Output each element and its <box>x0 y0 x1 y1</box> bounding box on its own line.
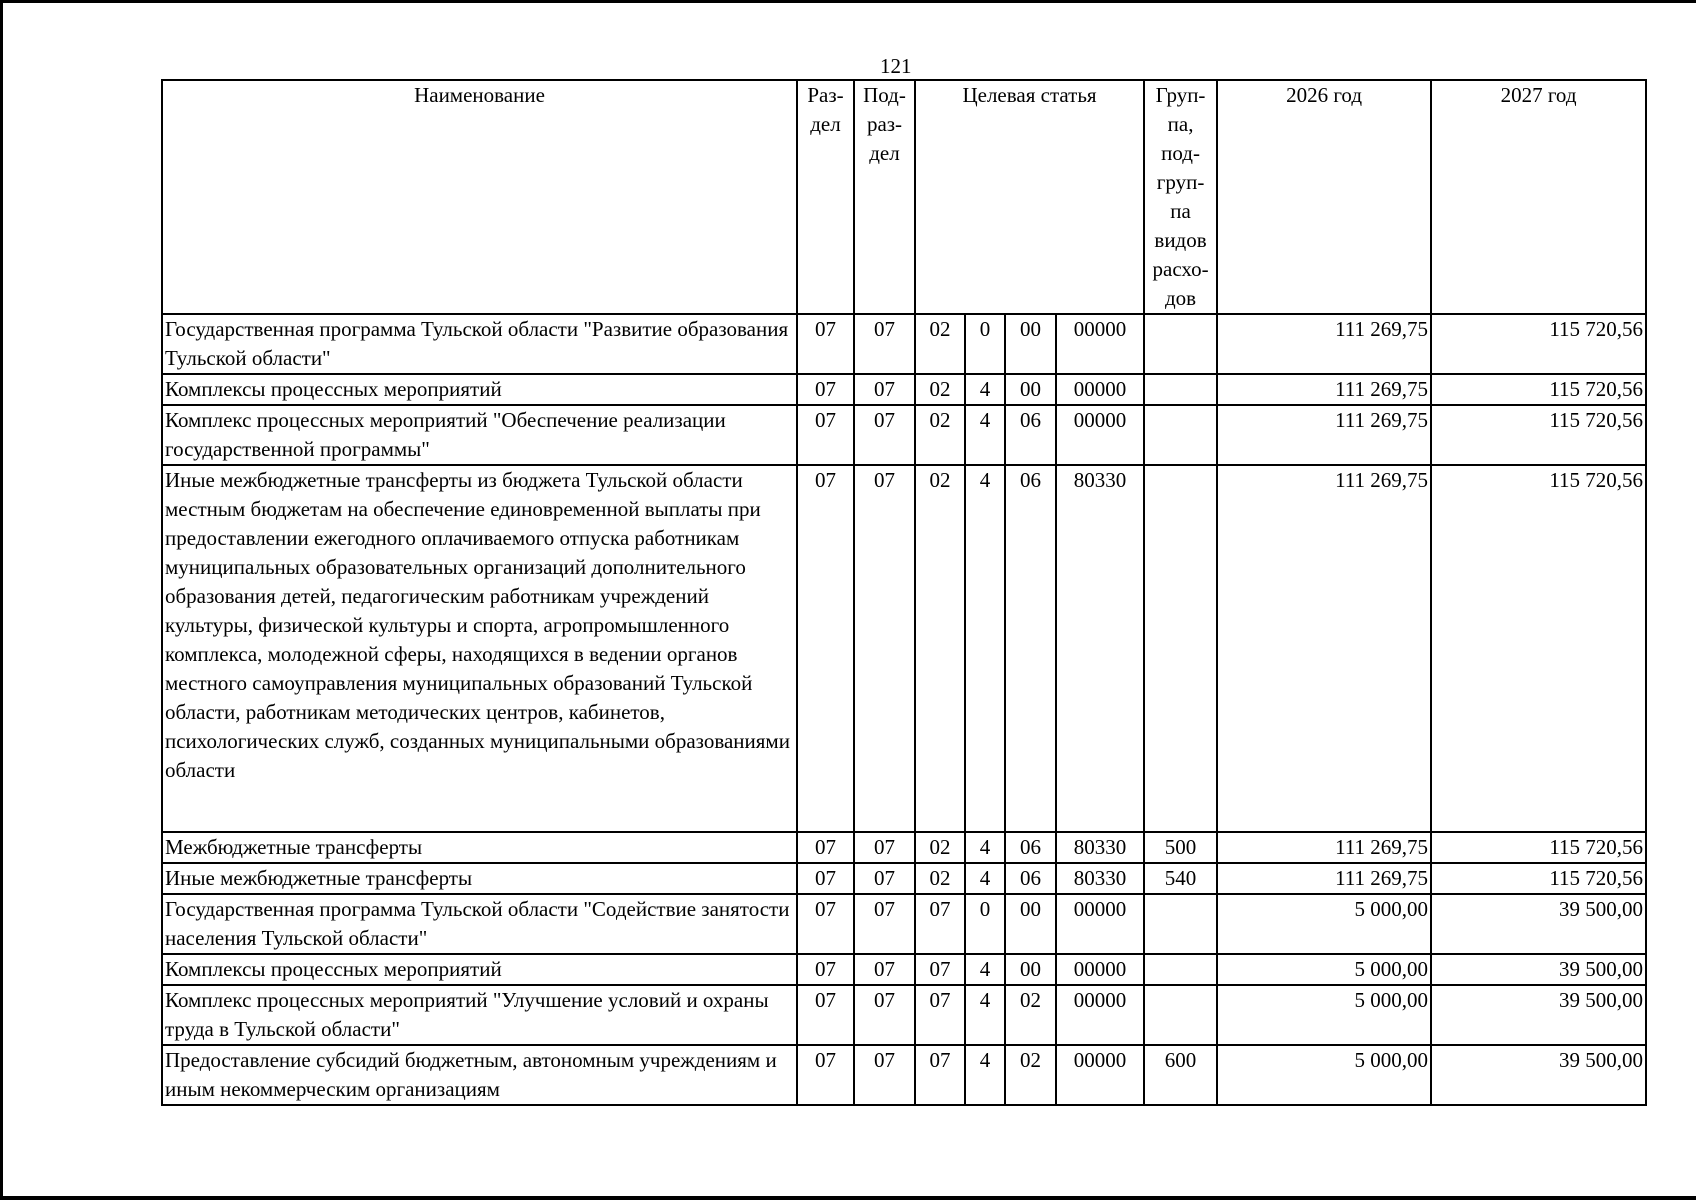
row-target-type: 4 <box>965 832 1005 863</box>
row-name: Комплексы процессных мероприятий <box>162 954 797 985</box>
table-row <box>162 832 1646 863</box>
scan-border-left <box>0 0 3 1200</box>
row-target-program: 07 <box>915 954 965 985</box>
row-subsection: 07 <box>854 832 915 863</box>
row-target-type: 0 <box>965 314 1005 374</box>
header-year-2026-label: 2026 год <box>1286 83 1362 107</box>
row-target-element: 00 <box>1005 314 1056 374</box>
row-target-program: 07 <box>915 1045 965 1105</box>
header-year-2027 <box>1431 80 1646 314</box>
row-section: 07 <box>797 985 854 1045</box>
row-target-direction: 00000 <box>1056 954 1144 985</box>
header-section <box>797 80 854 314</box>
row-amount-2026: 5 000,00 <box>1217 985 1431 1045</box>
row-subsection: 07 <box>854 894 915 954</box>
row-group <box>1144 954 1217 985</box>
row-group <box>1144 314 1217 374</box>
header-year-2027-label: 2027 год <box>1500 83 1577 107</box>
row-target-type: 4 <box>965 954 1005 985</box>
row-subsection: 07 <box>854 314 915 374</box>
row-amount-2026: 111 269,75 <box>1217 405 1431 465</box>
row-amount-2026: 111 269,75 <box>1217 465 1431 832</box>
row-name: Предоставление субсидий бюджетным, автономным учреждениям и иным некоммерческим организациям <box>162 1045 797 1105</box>
row-target-type: 4 <box>965 1045 1005 1105</box>
row-section: 07 <box>797 1045 854 1105</box>
row-amount-2027: 39 500,00 <box>1431 954 1646 985</box>
row-group: 540 <box>1144 863 1217 894</box>
row-name: Иные межбюджетные трансферты <box>162 863 797 894</box>
row-section: 07 <box>797 374 854 405</box>
row-target-direction: 00000 <box>1056 894 1144 954</box>
table-row <box>162 374 1646 405</box>
row-target-direction: 80330 <box>1056 863 1144 894</box>
row-section: 07 <box>797 465 854 832</box>
row-amount-2026: 5 000,00 <box>1217 894 1431 954</box>
row-amount-2027: 115 720,56 <box>1431 832 1646 863</box>
row-amount-2026: 111 269,75 <box>1217 374 1431 405</box>
row-amount-2026: 5 000,00 <box>1217 954 1431 985</box>
row-amount-2026: 111 269,75 <box>1217 863 1431 894</box>
row-amount-2027: 39 500,00 <box>1431 1045 1646 1105</box>
row-target-element: 00 <box>1005 954 1056 985</box>
row-target-type: 4 <box>965 985 1005 1045</box>
row-target-element: 06 <box>1005 832 1056 863</box>
scan-border-top <box>0 0 1696 3</box>
row-target-type: 4 <box>965 465 1005 832</box>
header-subsection-label: Под- раз- дел <box>863 83 906 165</box>
row-section: 07 <box>797 405 854 465</box>
row-target-element: 00 <box>1005 894 1056 954</box>
row-target-program: 02 <box>915 405 965 465</box>
table-row <box>162 894 1646 954</box>
row-amount-2026: 111 269,75 <box>1217 314 1431 374</box>
row-section: 07 <box>797 832 854 863</box>
row-amount-2026: 111 269,75 <box>1217 832 1431 863</box>
row-target-program: 07 <box>915 985 965 1045</box>
row-subsection: 07 <box>854 985 915 1045</box>
header-target-article-label: Целевая статья <box>962 83 1097 107</box>
row-amount-2027: 115 720,56 <box>1431 374 1646 405</box>
row-target-direction: 00000 <box>1056 1045 1144 1105</box>
table-row <box>162 954 1646 985</box>
table-row <box>162 1045 1646 1105</box>
row-name: Комплекс процессных мероприятий "Обеспечение реализации государственной программы" <box>162 405 797 465</box>
row-target-element: 00 <box>1005 374 1056 405</box>
table-row <box>162 465 1646 832</box>
header-section-label: Раз- дел <box>807 83 844 136</box>
row-group: 500 <box>1144 832 1217 863</box>
row-amount-2026: 5 000,00 <box>1217 1045 1431 1105</box>
row-amount-2027: 115 720,56 <box>1431 405 1646 465</box>
row-target-type: 0 <box>965 894 1005 954</box>
row-target-program: 02 <box>915 465 965 832</box>
budget-table <box>161 79 1647 1106</box>
row-target-element: 06 <box>1005 465 1056 832</box>
row-group <box>1144 985 1217 1045</box>
row-name: Иные межбюджетные трансферты из бюджета Тульской области местным бюджетам на обеспечение единовременной выплаты при предоставлении ежегодного оплачиваемого отпуска работникам муниципальных образовательных организаций дополнительного образования детей, педагогическим работникам учреждений культуры, физической культуры и спорта, агропромышленного комплекса, молодежной сферы, находящихся в ведении органов местного самоуправления муниципальных образований Тульской области, работникам методических центров, кабинетов, психологических служб, созданных муниципальными образованиями области <box>162 465 797 832</box>
row-name: Межбюджетные трансферты <box>162 832 797 863</box>
header-name <box>162 80 797 314</box>
row-group: 600 <box>1144 1045 1217 1105</box>
row-target-type: 4 <box>965 374 1005 405</box>
header-name-label: Наименование <box>414 83 545 107</box>
row-target-direction: 00000 <box>1056 314 1144 374</box>
row-target-direction: 80330 <box>1056 465 1144 832</box>
row-target-direction: 00000 <box>1056 374 1144 405</box>
table-row <box>162 405 1646 465</box>
header-subsection <box>854 80 915 314</box>
table-row <box>162 985 1646 1045</box>
row-group <box>1144 894 1217 954</box>
row-amount-2027: 115 720,56 <box>1431 314 1646 374</box>
row-subsection: 07 <box>854 465 915 832</box>
row-target-element: 06 <box>1005 863 1056 894</box>
row-target-direction: 80330 <box>1056 832 1144 863</box>
row-section: 07 <box>797 863 854 894</box>
row-target-element: 02 <box>1005 985 1056 1045</box>
header-group-label: Груп- па, под- груп- па видов расхо- дов <box>1152 83 1209 310</box>
row-target-program: 07 <box>915 894 965 954</box>
row-amount-2027: 115 720,56 <box>1431 465 1646 832</box>
row-amount-2027: 115 720,56 <box>1431 863 1646 894</box>
row-subsection: 07 <box>854 374 915 405</box>
row-amount-2027: 39 500,00 <box>1431 894 1646 954</box>
row-subsection: 07 <box>854 954 915 985</box>
row-section: 07 <box>797 954 854 985</box>
row-target-type: 4 <box>965 405 1005 465</box>
row-group <box>1144 465 1217 832</box>
row-target-program: 02 <box>915 832 965 863</box>
row-amount-2027: 39 500,00 <box>1431 985 1646 1045</box>
row-subsection: 07 <box>854 1045 915 1105</box>
row-target-element: 06 <box>1005 405 1056 465</box>
row-section: 07 <box>797 314 854 374</box>
row-target-direction: 00000 <box>1056 405 1144 465</box>
scan-border-bottom <box>0 1196 1696 1200</box>
row-target-element: 02 <box>1005 1045 1056 1105</box>
header-target-article <box>915 80 1144 314</box>
row-target-program: 02 <box>915 863 965 894</box>
row-group <box>1144 405 1217 465</box>
row-subsection: 07 <box>854 863 915 894</box>
row-name: Комплексы процессных мероприятий <box>162 374 797 405</box>
row-group <box>1144 374 1217 405</box>
table-row <box>162 863 1646 894</box>
row-name: Государственная программа Тульской области "Развитие образования Тульской области" <box>162 314 797 374</box>
row-subsection: 07 <box>854 405 915 465</box>
row-section: 07 <box>797 894 854 954</box>
row-target-program: 02 <box>915 314 965 374</box>
table-row <box>162 314 1646 374</box>
row-name: Государственная программа Тульской области "Содействие занятости населения Тульской области" <box>162 894 797 954</box>
header-group <box>1144 80 1217 314</box>
row-target-type: 4 <box>965 863 1005 894</box>
table-header-row <box>162 80 1646 314</box>
header-year-2026 <box>1217 80 1431 314</box>
row-name: Комплекс процессных мероприятий "Улучшение условий и охраны труда в Тульской области" <box>162 985 797 1045</box>
row-target-program: 02 <box>915 374 965 405</box>
row-target-direction: 00000 <box>1056 985 1144 1045</box>
page-number: 121 <box>880 54 912 78</box>
